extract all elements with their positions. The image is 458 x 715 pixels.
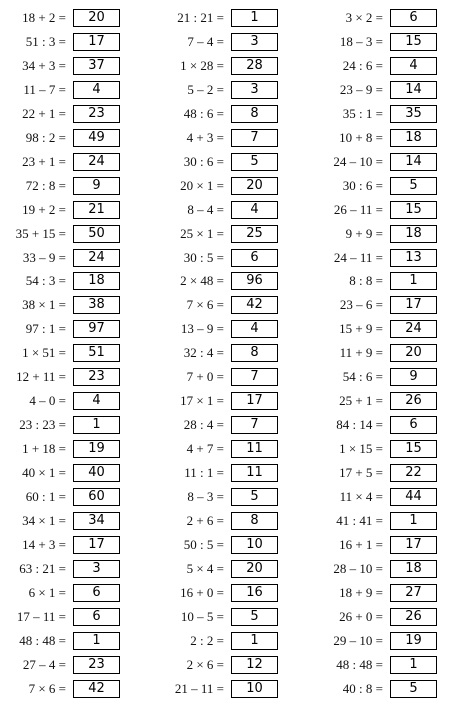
answer-box[interactable]: 1 bbox=[231, 632, 278, 650]
problem-row bbox=[0, 270, 150, 294]
problem-expression: 2 : 2 = bbox=[190, 632, 224, 648]
problem-expression: 25 × 1 = bbox=[180, 225, 224, 241]
answer-box[interactable]: 18 bbox=[390, 560, 437, 578]
problem-row bbox=[153, 366, 303, 390]
problem-row bbox=[0, 294, 150, 318]
answer-box[interactable]: 8 bbox=[231, 344, 278, 362]
answer-box[interactable]: 17 bbox=[390, 536, 437, 554]
answer-box[interactable]: 42 bbox=[73, 680, 120, 698]
problem-row bbox=[0, 462, 150, 486]
answer-box[interactable]: 3 bbox=[231, 81, 278, 99]
problem-row bbox=[153, 510, 303, 534]
problem-expression: 12 + 11 = bbox=[16, 369, 66, 385]
answer-box[interactable]: 5 bbox=[231, 153, 278, 171]
problem-expression: 8 – 4 = bbox=[187, 201, 224, 217]
problem-expression: 97 : 1 = bbox=[25, 321, 66, 337]
answer-box[interactable]: 25 bbox=[231, 225, 278, 243]
problem-row bbox=[0, 103, 150, 127]
answer-box[interactable]: 6 bbox=[390, 416, 437, 434]
problem-row bbox=[153, 294, 303, 318]
problem-expression: 27 – 4 = bbox=[22, 656, 66, 672]
problem-expression: 4 – 0 = bbox=[29, 393, 66, 409]
problem-row bbox=[312, 318, 458, 342]
problem-row bbox=[153, 127, 303, 151]
problem-row bbox=[312, 55, 458, 79]
problem-row bbox=[153, 175, 303, 199]
problem-expression: 10 – 5 = bbox=[180, 608, 224, 624]
problem-expression: 48 : 6 = bbox=[183, 105, 224, 121]
answer-box[interactable]: 6 bbox=[231, 249, 278, 267]
problem-expression: 21 : 21 = bbox=[177, 10, 224, 25]
problem-row bbox=[0, 654, 150, 678]
answer-box[interactable]: 1 bbox=[73, 416, 120, 434]
problem-expression: 72 : 8 = bbox=[25, 177, 66, 193]
answer-box[interactable]: 35 bbox=[390, 105, 437, 123]
answer-box[interactable]: 4 bbox=[231, 320, 278, 338]
problem-expression: 40 : 8 = bbox=[342, 680, 383, 696]
problem-row bbox=[312, 678, 458, 702]
problem-expression: 24 – 11 = bbox=[333, 249, 383, 265]
problem-expression: 20 × 1 = bbox=[180, 177, 224, 193]
problem-expression: 17 – 11 = bbox=[16, 608, 66, 624]
problem-expression: 1 × 28 = bbox=[180, 57, 224, 73]
problem-expression: 35 : 1 = bbox=[342, 105, 383, 121]
answer-box[interactable]: 1 bbox=[390, 656, 437, 674]
problem-expression: 32 : 4 = bbox=[183, 345, 224, 361]
problem-expression: 9 + 9 = bbox=[345, 225, 383, 241]
answer-box[interactable]: 49 bbox=[73, 129, 120, 147]
problem-row bbox=[312, 486, 458, 510]
answer-box[interactable]: 15 bbox=[390, 33, 437, 51]
problem-row bbox=[0, 510, 150, 534]
problem-expression: 4 + 3 = bbox=[186, 129, 224, 145]
problem-expression: 34 × 1 = bbox=[22, 512, 66, 528]
problem-expression: 50 : 5 = bbox=[183, 536, 224, 552]
problem-row bbox=[0, 31, 150, 55]
problem-row bbox=[153, 79, 303, 103]
problem-expression: 7 × 6 = bbox=[186, 297, 224, 313]
problem-row bbox=[0, 558, 150, 582]
answer-box[interactable]: 20 bbox=[390, 344, 437, 362]
problem-row bbox=[312, 199, 458, 223]
problem-row bbox=[0, 127, 150, 151]
answer-box[interactable]: 23 bbox=[73, 105, 120, 123]
answer-box[interactable]: 20 bbox=[231, 560, 278, 578]
answer-box[interactable]: 3 bbox=[231, 33, 278, 51]
answer-box[interactable]: 6 bbox=[73, 608, 120, 626]
problem-row bbox=[312, 31, 458, 55]
answer-box[interactable]: 1 bbox=[73, 632, 120, 650]
problem-expression: 48 : 48 = bbox=[336, 656, 383, 672]
problem-expression: 17 × 1 = bbox=[180, 393, 224, 409]
answer-box[interactable]: 17 bbox=[73, 536, 120, 554]
problem-expression: 33 – 9 = bbox=[22, 249, 66, 265]
answer-box[interactable]: 20 bbox=[231, 177, 278, 195]
problem-expression: 10 + 8 = bbox=[339, 129, 383, 145]
problem-row bbox=[153, 438, 303, 462]
problem-expression: 24 : 6 = bbox=[342, 57, 383, 73]
problem-expression: 35 + 15 = bbox=[15, 225, 66, 241]
problem-row bbox=[153, 199, 303, 223]
problem-expression: 54 : 6 = bbox=[342, 369, 383, 385]
problem-row bbox=[312, 103, 458, 127]
problem-row bbox=[312, 534, 458, 558]
problem-row bbox=[153, 678, 303, 702]
problem-expression: 84 : 14 = bbox=[336, 417, 383, 433]
problem-expression: 63 : 21 = bbox=[19, 560, 66, 576]
problem-row bbox=[153, 414, 303, 438]
answer-box[interactable]: 37 bbox=[73, 57, 120, 75]
answer-box[interactable]: 19 bbox=[390, 632, 437, 650]
problem-row bbox=[0, 342, 150, 366]
problem-row bbox=[153, 630, 303, 654]
answer-box[interactable]: 26 bbox=[390, 608, 437, 626]
answer-box[interactable]: 24 bbox=[73, 249, 120, 267]
problem-expression: 7 × 6 = bbox=[28, 680, 66, 696]
answer-box[interactable]: 5 bbox=[390, 680, 437, 698]
problem-row bbox=[0, 7, 150, 31]
problem-row bbox=[153, 151, 303, 175]
problem-row bbox=[312, 438, 458, 462]
problem-row bbox=[312, 7, 458, 31]
problem-expression: 2 + 6 = bbox=[186, 512, 224, 528]
problem-row bbox=[0, 223, 150, 247]
problem-expression: 23 + 1 = bbox=[22, 153, 66, 169]
problem-expression: 11 – 7 = bbox=[23, 81, 66, 97]
problem-row bbox=[0, 390, 150, 414]
problem-row bbox=[153, 342, 303, 366]
answer-box[interactable]: 10 bbox=[231, 680, 278, 698]
problem-expression: 5 – 2 = bbox=[187, 81, 224, 97]
problem-row bbox=[153, 223, 303, 247]
problem-row bbox=[0, 414, 150, 438]
problem-row bbox=[312, 606, 458, 630]
answer-box[interactable]: 4 bbox=[73, 392, 120, 410]
problem-row bbox=[0, 630, 150, 654]
answer-box[interactable]: 4 bbox=[390, 57, 437, 75]
problem-expression: 60 : 1 = bbox=[25, 489, 66, 504]
problem-expression: 17 + 5 = bbox=[339, 465, 383, 481]
answer-box[interactable]: 15 bbox=[390, 440, 437, 458]
answer-box[interactable]: 3 bbox=[73, 560, 120, 578]
problem-row bbox=[312, 390, 458, 414]
answer-box[interactable]: 20 bbox=[73, 9, 120, 27]
problem-row bbox=[0, 486, 150, 510]
problem-expression: 16 + 0 = bbox=[180, 584, 224, 600]
answer-box[interactable]: 23 bbox=[73, 368, 120, 386]
answer-box[interactable]: 7 bbox=[231, 368, 278, 386]
problem-expression: 11 × 4 = bbox=[339, 489, 383, 504]
answer-box[interactable]: 34 bbox=[73, 512, 120, 530]
problem-expression: 34 + 3 = bbox=[22, 57, 66, 73]
answer-box[interactable]: 14 bbox=[390, 81, 437, 99]
problem-expression: 22 + 1 = bbox=[22, 105, 66, 121]
answer-box[interactable]: 50 bbox=[73, 225, 120, 243]
answer-box[interactable]: 14 bbox=[390, 153, 437, 171]
problem-row bbox=[312, 294, 458, 318]
answer-box[interactable]: 6 bbox=[390, 9, 437, 27]
problem-expression: 30 : 6 = bbox=[183, 153, 224, 169]
problem-row bbox=[0, 199, 150, 223]
problem-row bbox=[153, 486, 303, 510]
problem-row bbox=[312, 151, 458, 175]
problem-row bbox=[0, 678, 150, 702]
problem-row bbox=[0, 438, 150, 462]
answer-box[interactable]: 1 bbox=[390, 512, 437, 530]
answer-box[interactable]: 7 bbox=[231, 129, 278, 147]
problem-row bbox=[153, 654, 303, 678]
problem-expression: 8 : 8 = bbox=[349, 273, 383, 289]
problem-row bbox=[153, 55, 303, 79]
answer-box[interactable]: 24 bbox=[73, 153, 120, 171]
problem-row bbox=[312, 79, 458, 103]
problem-row bbox=[0, 534, 150, 558]
problem-expression: 28 : 4 = bbox=[183, 417, 224, 433]
problem-expression: 48 : 48 = bbox=[19, 632, 66, 648]
problem-expression: 23 – 6 = bbox=[339, 297, 383, 313]
answer-box[interactable]: 42 bbox=[231, 296, 278, 314]
answer-box[interactable]: 21 bbox=[73, 201, 120, 219]
answer-box[interactable]: 8 bbox=[231, 105, 278, 123]
answer-box[interactable]: 6 bbox=[73, 584, 120, 602]
answer-box[interactable]: 13 bbox=[390, 249, 437, 267]
problem-expression: 16 + 1 = bbox=[339, 536, 383, 552]
problem-row bbox=[0, 79, 150, 103]
answer-box[interactable]: 17 bbox=[231, 392, 278, 410]
problem-row bbox=[0, 247, 150, 271]
problem-row bbox=[0, 366, 150, 390]
problem-row bbox=[153, 390, 303, 414]
problem-expression: 1 + 18 = bbox=[22, 441, 66, 457]
answer-box[interactable]: 5 bbox=[390, 177, 437, 195]
answer-box[interactable]: 23 bbox=[73, 656, 120, 674]
answer-box[interactable]: 17 bbox=[73, 33, 120, 51]
problem-expression: 7 + 0 = bbox=[186, 369, 224, 385]
answer-box[interactable]: 17 bbox=[390, 296, 437, 314]
problem-expression: 21 – 11 = bbox=[174, 680, 224, 696]
problem-row bbox=[312, 582, 458, 606]
problem-expression: 25 + 1 = bbox=[339, 393, 383, 409]
problem-expression: 2 × 48 = bbox=[180, 273, 224, 289]
problem-expression: 40 × 1 = bbox=[22, 465, 66, 481]
problem-row bbox=[0, 606, 150, 630]
answer-box[interactable]: 18 bbox=[390, 225, 437, 243]
problem-row bbox=[0, 175, 150, 199]
problem-expression: 18 + 9 = bbox=[339, 584, 383, 600]
answer-box[interactable]: 15 bbox=[390, 201, 437, 219]
answer-box[interactable]: 11 bbox=[231, 464, 278, 482]
problem-row bbox=[153, 7, 303, 31]
answer-box[interactable]: 7 bbox=[231, 416, 278, 434]
problem-expression: 2 × 6 = bbox=[186, 656, 224, 672]
problem-expression: 14 + 3 = bbox=[22, 536, 66, 552]
answer-box[interactable]: 4 bbox=[73, 81, 120, 99]
problem-expression: 1 × 51 = bbox=[22, 345, 66, 361]
answer-box[interactable]: 9 bbox=[73, 177, 120, 195]
problem-row bbox=[0, 318, 150, 342]
answer-box[interactable]: 40 bbox=[73, 464, 120, 482]
answer-box[interactable]: 18 bbox=[390, 129, 437, 147]
answer-box[interactable]: 12 bbox=[231, 656, 278, 674]
problem-row bbox=[312, 270, 458, 294]
answer-box[interactable]: 9 bbox=[390, 368, 437, 386]
problem-row bbox=[153, 318, 303, 342]
problem-expression: 28 – 10 = bbox=[333, 560, 383, 576]
problem-expression: 30 : 6 = bbox=[342, 177, 383, 193]
answer-box[interactable]: 1 bbox=[231, 9, 278, 27]
problem-row bbox=[153, 270, 303, 294]
problem-row bbox=[312, 510, 458, 534]
problem-row bbox=[153, 606, 303, 630]
problem-expression: 18 – 3 = bbox=[339, 33, 383, 49]
problem-row bbox=[153, 558, 303, 582]
answer-box[interactable]: 4 bbox=[231, 201, 278, 219]
answer-box[interactable]: 8 bbox=[231, 512, 278, 530]
problem-row bbox=[312, 654, 458, 678]
problem-expression: 41 : 41 = bbox=[336, 512, 383, 528]
answer-box[interactable]: 1 bbox=[390, 272, 437, 290]
problem-row bbox=[312, 630, 458, 654]
answer-box[interactable]: 38 bbox=[73, 296, 120, 314]
problem-row bbox=[153, 31, 303, 55]
answer-box[interactable]: 16 bbox=[231, 584, 278, 602]
problem-expression: 98 : 2 = bbox=[25, 129, 66, 145]
answer-box[interactable]: 26 bbox=[390, 392, 437, 410]
problem-row bbox=[153, 462, 303, 486]
problem-expression: 54 : 3 = bbox=[25, 273, 66, 289]
answer-box[interactable]: 5 bbox=[231, 608, 278, 626]
answer-box[interactable]: 22 bbox=[390, 464, 437, 482]
answer-box[interactable]: 51 bbox=[73, 344, 120, 362]
problem-expression: 11 : 1 = bbox=[184, 465, 224, 481]
answer-box[interactable]: 44 bbox=[390, 488, 437, 506]
problem-expression: 23 : 23 = bbox=[19, 417, 66, 433]
problem-row bbox=[0, 55, 150, 79]
problem-row bbox=[312, 342, 458, 366]
answer-box[interactable]: 10 bbox=[231, 536, 278, 554]
answer-box[interactable]: 96 bbox=[231, 272, 278, 290]
problem-row bbox=[153, 103, 303, 127]
problem-expression: 26 – 11 = bbox=[333, 201, 383, 217]
problem-row bbox=[153, 534, 303, 558]
problem-expression: 11 + 9 = bbox=[339, 345, 383, 361]
problem-row bbox=[153, 247, 303, 271]
problem-expression: 8 – 3 = bbox=[187, 489, 224, 504]
problem-expression: 24 – 10 = bbox=[333, 153, 383, 169]
problem-row bbox=[312, 127, 458, 151]
problem-row bbox=[312, 414, 458, 438]
problem-expression: 30 : 5 = bbox=[183, 249, 224, 265]
problem-row bbox=[312, 175, 458, 199]
problem-row bbox=[312, 366, 458, 390]
problem-expression: 5 × 4 = bbox=[186, 560, 224, 576]
problem-expression: 4 + 7 = bbox=[186, 441, 224, 457]
problem-expression: 51 : 3 = bbox=[25, 33, 66, 49]
problem-expression: 13 – 9 = bbox=[180, 321, 224, 337]
problem-row bbox=[0, 151, 150, 175]
answer-box[interactable]: 60 bbox=[73, 488, 120, 506]
problem-row bbox=[153, 582, 303, 606]
answer-box[interactable]: 11 bbox=[231, 440, 278, 458]
answer-box[interactable]: 18 bbox=[73, 272, 120, 290]
problem-row bbox=[312, 247, 458, 271]
problem-expression: 26 + 0 = bbox=[339, 608, 383, 624]
problem-expression: 7 – 4 = bbox=[187, 33, 224, 49]
answer-box[interactable]: 24 bbox=[390, 320, 437, 338]
problem-expression: 15 + 9 = bbox=[339, 321, 383, 337]
problem-expression: 1 × 15 = bbox=[339, 441, 383, 457]
answer-box[interactable]: 5 bbox=[231, 488, 278, 506]
answer-box[interactable]: 28 bbox=[231, 57, 278, 75]
problem-row bbox=[0, 582, 150, 606]
answer-box[interactable]: 19 bbox=[73, 440, 120, 458]
problem-expression: 18 + 2 = bbox=[22, 10, 66, 25]
problem-row bbox=[312, 558, 458, 582]
problem-expression: 29 – 10 = bbox=[333, 632, 383, 648]
problem-expression: 3 × 2 = bbox=[345, 10, 383, 25]
problem-row bbox=[312, 462, 458, 486]
answer-box[interactable]: 97 bbox=[73, 320, 120, 338]
problem-expression: 23 – 9 = bbox=[339, 81, 383, 97]
answer-box[interactable]: 27 bbox=[390, 584, 437, 602]
problem-row bbox=[312, 223, 458, 247]
problem-expression: 19 + 2 = bbox=[22, 201, 66, 217]
problem-expression: 38 × 1 = bbox=[22, 297, 66, 313]
problem-expression: 6 × 1 = bbox=[28, 584, 66, 600]
